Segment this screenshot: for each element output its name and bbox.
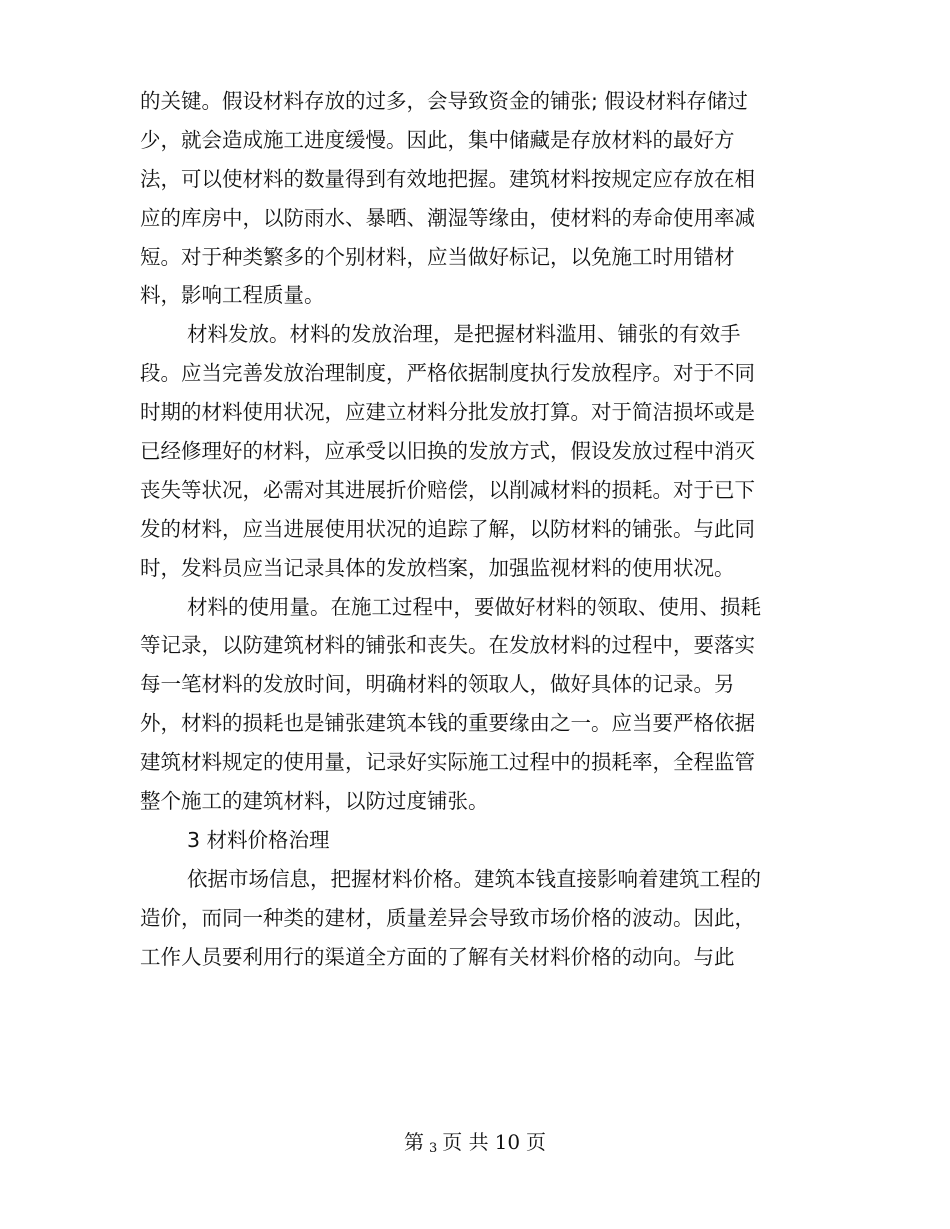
text-line: 短。对于种类繁多的个别材料，应当做好标记，以免施工时用错材 [140, 244, 735, 269]
text-line: 已经修理好的材料，应承受以旧换的发放方式，假设发放过程中消灭 [140, 439, 755, 464]
body-text [140, 82, 800, 976]
text-line: 时期的材料使用状况，应建立材料分批发放打算。对于简洁损坏或是 [140, 400, 755, 425]
text-line: 法，可以使材料的数量得到有效地把握。建筑材料按规定应存放在相 [140, 166, 755, 191]
current-page-number: 3 [428, 1141, 438, 1156]
text-line: 材料的使用量。在施工过程中，要做好材料的领取、使用、损耗 [187, 594, 761, 619]
text-line: 丧失等状况，必需对其进展折价赔偿，以削减材料的损耗。对于已下 [140, 477, 755, 502]
page-footer [0, 1126, 950, 1156]
text-line: 发的材料，应当进展使用状况的追踪了解，以防材料的铺张。与此同 [140, 516, 755, 541]
text-line: 依据市场信息，把握材料价格。建筑本钱直接影响着建筑工程的 [187, 866, 761, 891]
total-page-count: 10 [494, 1130, 521, 1154]
text-line: 材料发放。材料的发放治理，是把握材料滥用、铺张的有效手 [187, 322, 741, 347]
text-line: 外，材料的损耗也是铺张建筑本钱的重要缘由之一。应当要严格依据 [140, 711, 755, 736]
footer-prefix: 第 [403, 1130, 424, 1154]
text-line: 等记录，以防建筑材料的铺张和丧失。在发放材料的过程中，要落实 [140, 633, 755, 658]
text-line: 造价，而同一种类的建材，质量差异会导致市场价格的波动。因此， [140, 905, 755, 930]
footer-middle: 页 共 [442, 1130, 489, 1154]
footer-suffix: 页 [526, 1130, 547, 1154]
text-line: 的关键。假设材料存放的过多，会导致资金的铺张; 假设材料存储过 [140, 89, 748, 113]
text-line: 时，发料员应当记录具体的发放档案，加强监视材料的使用状况。 [140, 555, 735, 580]
text-line: 少，就会造成施工进度缓慢。因此，集中储藏是存放材料的最好方 [140, 127, 735, 152]
text-line: 工作人员要利用行的渠道全方面的了解有关材料价格的动向。与此 [140, 944, 735, 969]
text-line: 建筑材料规定的使用量，记录好实际施工过程中的损耗率，全程监管 [140, 750, 755, 775]
text-line: 整个施工的建筑材料，以防过度铺张。 [140, 789, 489, 814]
text-line: 每一笔材料的发放时间，明确材料的领取人，做好具体的记录。另 [140, 672, 735, 697]
section-heading: 3 材料价格治理 [187, 827, 330, 852]
text-line: 应的库房中，以防雨水、暴晒、潮湿等缘由，使材料的寿命使用率减 [140, 205, 755, 230]
text-line: 段。应当完善发放治理制度，严格依据制度执行发放程序。对于不同 [140, 361, 755, 386]
text-line: 料，影响工程质量。 [140, 283, 325, 308]
